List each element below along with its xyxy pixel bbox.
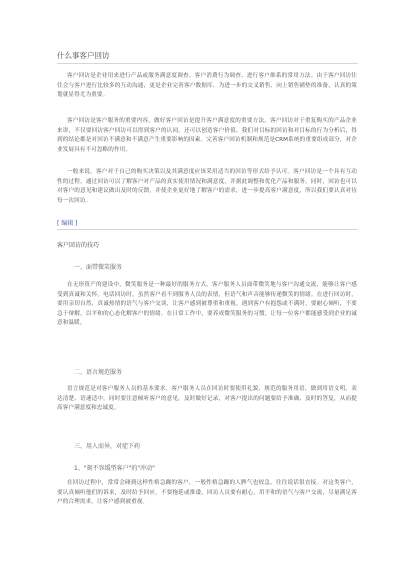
section-heading: 客户回访的技巧 (57, 242, 100, 249)
edit-link[interactable] (57, 218, 78, 227)
edit-label[interactable]: [ 编辑 ] (57, 220, 78, 227)
title-divider (57, 63, 358, 64)
subheading-per-person: 三、用人而异，对症下药 (74, 443, 141, 450)
intro-paragraph-3: 一般来说，客户对于自己的购买决策以及其满意度应该采用适当的回访等形式给予认可。客户回访是一个具有互动性的过程，通过回访可以了解客户对产品的真实使用情况和满意度，并据此调整和优化产品和服务。同时，回访也可以对客户的意见和建议做出及时的反馈，并使企业更好地了解客户的需求，进一步提高客户满意度，所以我们要认真对待每一次回访。 (57, 169, 357, 204)
subheading-language-service: 二、语言规范服务 (74, 369, 123, 376)
subheading-smile-service: 一、面带微笑服务 (74, 264, 123, 271)
paragraph-smile-service: 在无形资产的建设中，微笑服务是一种最好的服务方式。客户服务人员面带微笑地与客户沟通交流，能够让客户感受到真诚和关怀。电话回访时，虽然客户看不到服务人员的表情，但语气和声音能够传递微笑的情绪。在进行回访时，要用亲切自然、真诚热情的语气与客户交谈，让客户感到被尊重和重视。遇到客户有抱怨或不满时，要耐心倾听，不要急于辩解，以平和的心态化解客户的情绪。在日常工作中，要养成微笑服务的习惯，让每一位客户都能感受到企业的诚意和温暖。 (57, 282, 357, 327)
paragraph-urgent-customer: 在回访过程中，常常会碰到这样性格急躁的客户，一般性格急躁的人脾气也较急，往往说话很直接。对这类客户，要认真倾听他们的诉求，及时给予回应，不要拖延或推诿。回访人员要有耐心，用平和的语气与客户交流，尽量满足客户的合理需求，让客户感到被重视。 (57, 480, 357, 506)
subheading-urgent-customer: 1、"刻不容缓型客户"的"冲动" (74, 465, 155, 472)
intro-paragraph-2: 客户回访是客户服务的重要内容，做好客户回访是提升客户满意度的重要方法。客户回访对于重复购买的产品企业来讲，不仅要回访客户回访可以得到客户的认同，还可以创造客户价值。我们对目标的回访和对目标的行为分析后，得到的结论都是对回访不满意和不满意产生重要影响的因素。完善客户回访机制和规范是CRM系统的重要组成部分，对企业发展具有不可忽略的作用。 (57, 118, 357, 153)
intro-paragraph-1: 客户回访是企业用来进行产品或服务满意度调查、客户消费行为调查、进行客户维系的常用方法。由于客户回访往往会与客户进行比较多的互动沟通，更是企业完善客户数据库、为进一步的交叉销售、向上销售铺垫的准备，认真的策划就显得尤为重要。 (57, 73, 357, 99)
paragraph-language-service: 语言规范是对客户服务人员的基本要求，客户服务人员在回访时要使用礼貌、规范的服务用语，做到用语文明、表达清楚、语速适中。同时要注意倾听客户的意见，及时做好记录，对客户提出的问题要给予准确、及时的答复，从而提高客户满意度和忠诚度。 (57, 386, 357, 412)
document-title: 什么事客户回访 (57, 51, 110, 60)
section-divider (57, 229, 358, 230)
